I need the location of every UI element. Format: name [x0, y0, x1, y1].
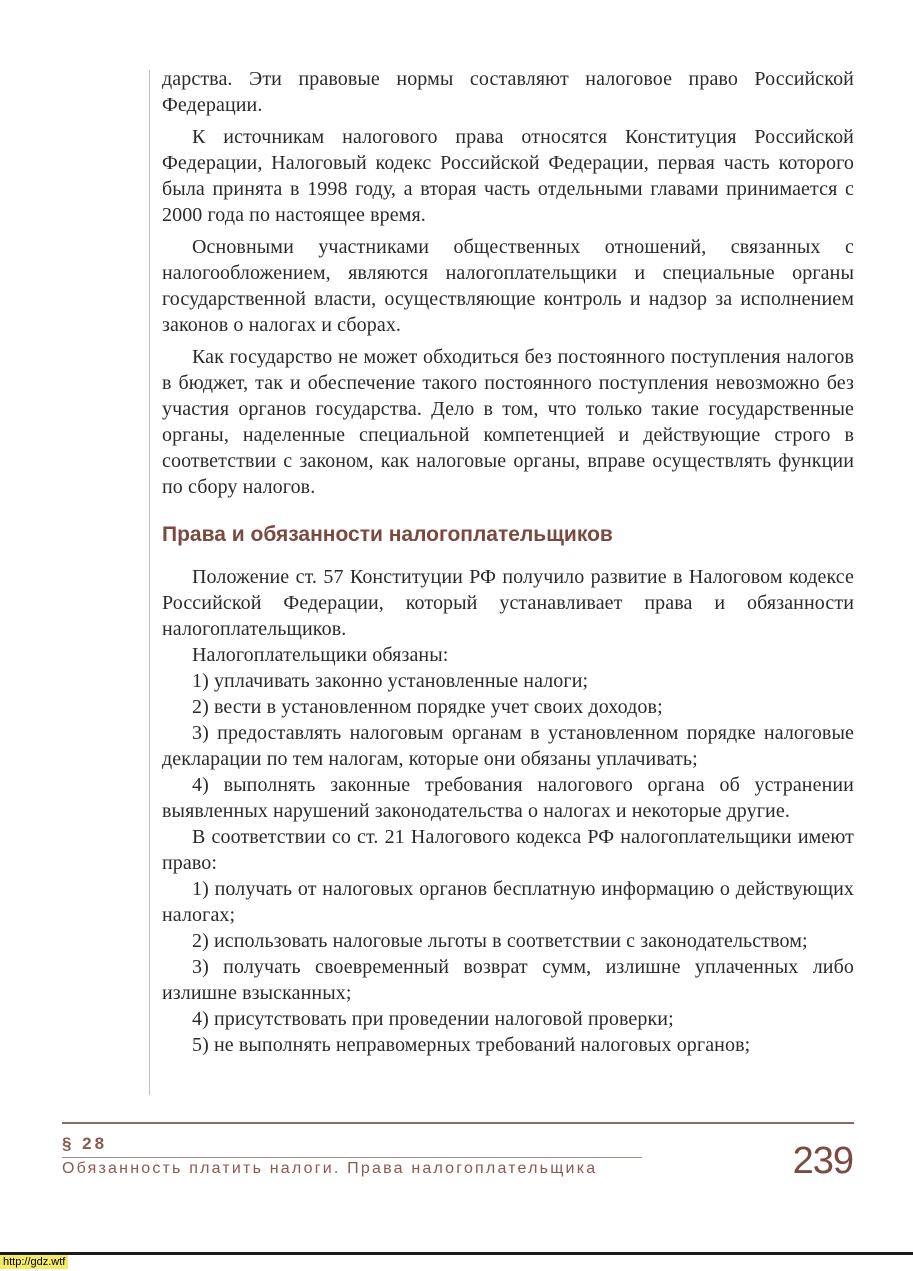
page-body [162, 66, 854, 1058]
paragraph: Основными участниками общественных отношений, связанных с налогообложением, являются налогоплательщики и специальные органы государственной власти, осуществляющие контроль и надзор за исполнением законов о налогах и сборах. [162, 236, 854, 336]
page-number: 239 [792, 1140, 853, 1182]
footer-paragraph-label: § 28 [62, 1134, 108, 1153]
list-item: 1) уплачивать законно установленные налоги; [192, 670, 589, 692]
footer-divider [62, 1157, 642, 1158]
list-item: 1) получать от налоговых органов бесплатную информацию о действующих налогах; [162, 878, 854, 926]
list-item: 5) не выполнять неправомерных требований налоговых органов; [192, 1034, 751, 1056]
list-item: 4) выполнять законные требования налогового органа об устранении выявленных нарушений законодательства о налогах и некоторые другие. [162, 774, 854, 822]
paragraph: Как государство не может обходиться без постоянного поступления налогов в бюджет, так и обеспечение такого постоянного поступления невозможно без участия органов государства. Дело в том, что только такие государственные органы, наделенные специальной компетенцией и действующие строго в соответствии с законом, как налоговые органы, вправе осуществлять функции по сбору налогов. [162, 346, 854, 498]
list-item: 2) использовать налоговые льготы в соответствии с законодательством; [192, 930, 808, 952]
paragraph: Положение ст. 57 Конституции РФ получило развитие в Налоговом кодексе Российской Федерации, который устанавливает права и обязанности налогоплательщиков. [162, 566, 854, 640]
scan-edge [0, 1252, 913, 1255]
list-item: 4) присутствовать при проведении налоговой проверки; [192, 1008, 674, 1030]
section-heading: Права и обязанности налогоплательщиков [162, 523, 613, 546]
margin-rule [149, 70, 150, 1095]
paragraph: Налогоплательщики обязаны: [192, 644, 449, 666]
list-item: 3) получать своевременный возврат сумм, излишне уплаченных либо излишне взысканных; [162, 956, 854, 1004]
paragraph: дарства. Эти правовые нормы составляют налоговое право Российской Федерации. [162, 68, 854, 116]
watermark-link[interactable]: http://gdz.wtf [0, 1255, 68, 1269]
paragraph: В соответствии со ст. 21 Налогового кодекса РФ налогоплательщики имеют право: [162, 826, 854, 874]
footer-chapter-title: Обязанность платить налоги. Права налогоплательщика [62, 1160, 598, 1177]
list-item: 2) вести в установленном порядке учет своих доходов; [192, 696, 663, 718]
list-item: 3) предоставлять налоговым органам в установленном порядке налоговые декларации по тем налогам, которые они обязаны уплачивать; [162, 722, 854, 770]
paragraph: К источникам налогового права относятся Конституция Российской Федерации, Налоговый кодекс Российской Федерации, первая часть которого была принята в 1998 году, а вторая часть отдельными главами принимается с 2000 года по настоящее время. [162, 126, 854, 226]
footer-rule [62, 1122, 854, 1124]
